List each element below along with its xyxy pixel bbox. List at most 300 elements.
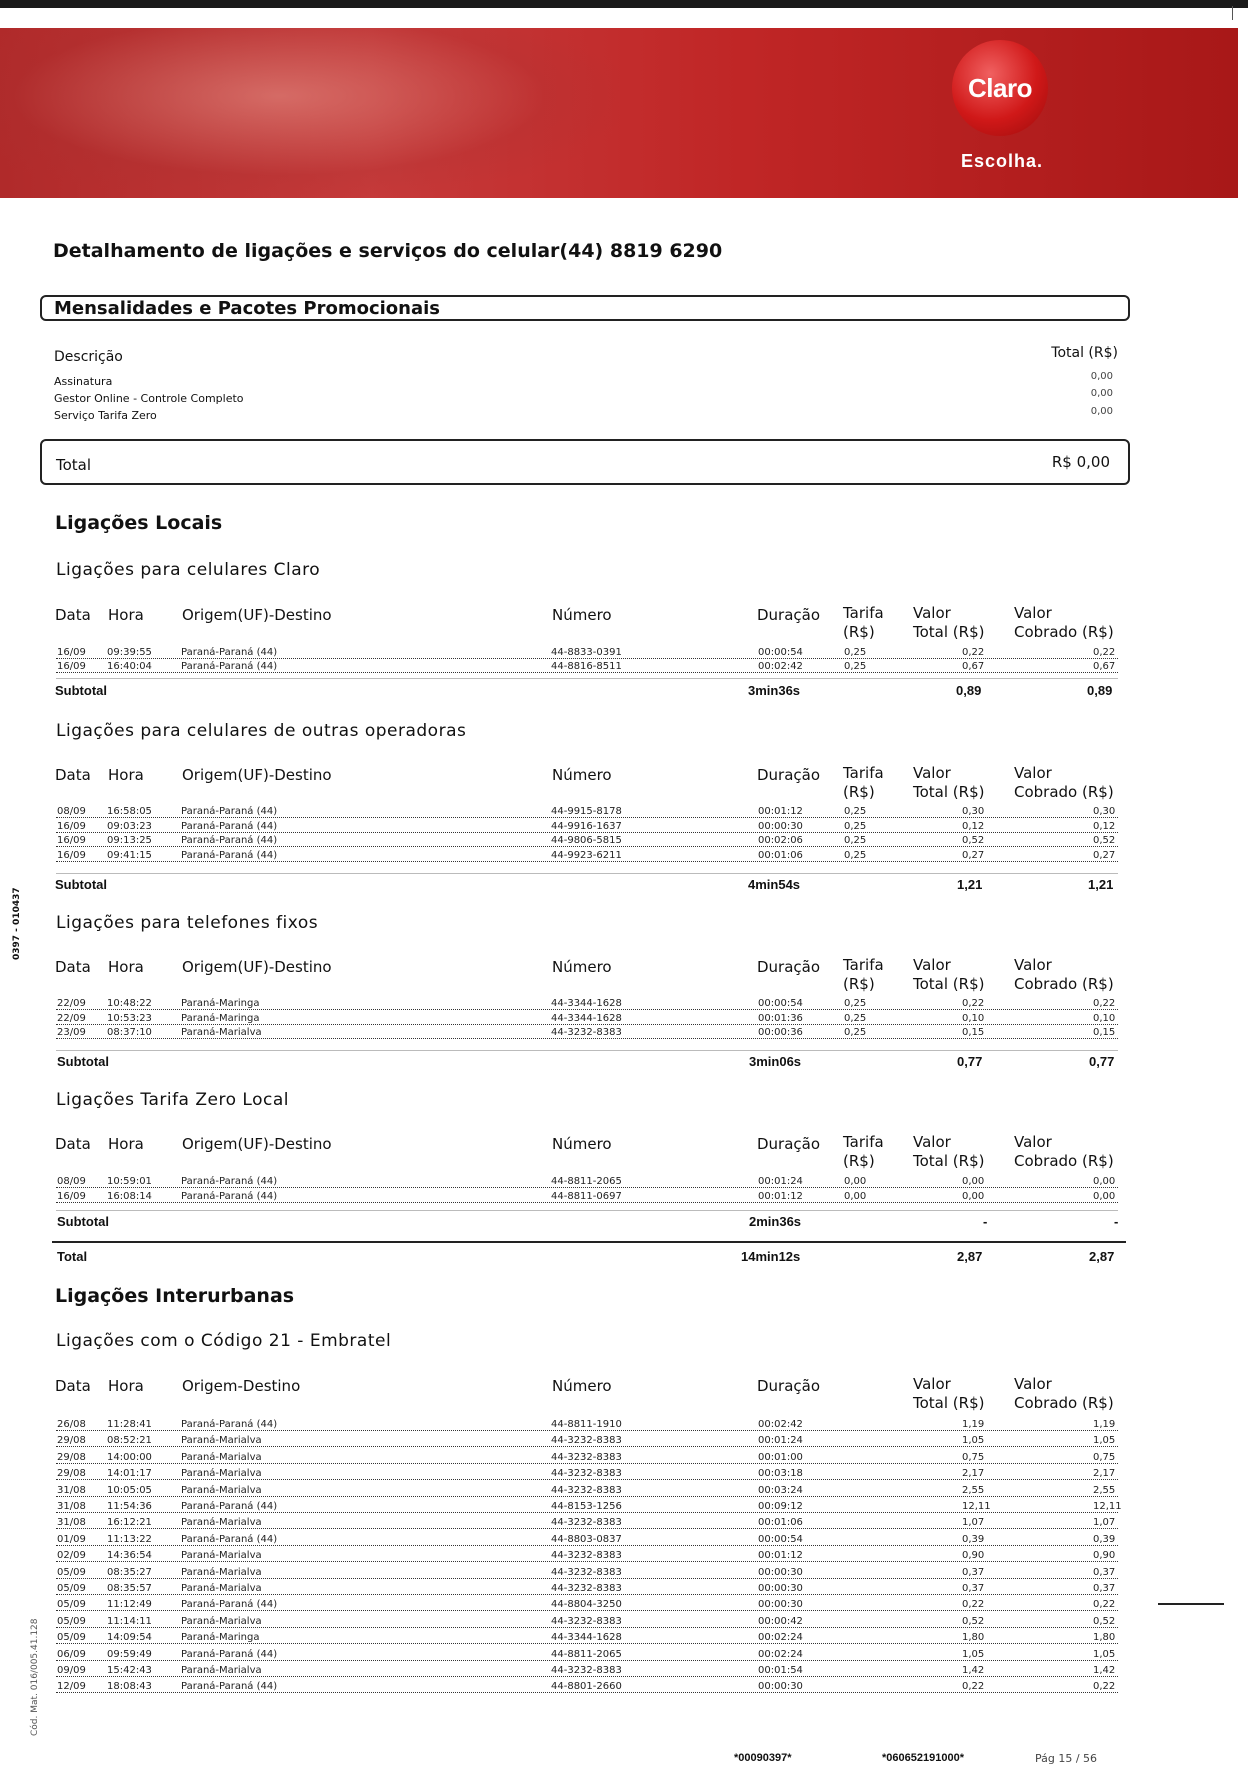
row-leader-dots	[56, 1024, 1118, 1025]
cell-data: 26/08	[57, 1419, 86, 1430]
cell-numero: 44-8833-0391	[551, 647, 622, 658]
cell-valor-total: 0,37	[962, 1583, 985, 1594]
cell-hora: 14:00:00	[107, 1451, 152, 1463]
cell-numero: 44-3232-8383	[551, 1615, 622, 1627]
table-row	[0, 806, 1248, 820]
cell-duracao: 00:00:30	[758, 820, 803, 832]
col-tarifa	[843, 956, 884, 994]
cell-hora: 11:54:36	[107, 1501, 152, 1512]
cell-origem: Paraná-Paraná (44)	[181, 849, 278, 861]
col-duracao: Duração	[757, 958, 821, 976]
cell-valor-cobrado: 0,27	[1093, 849, 1116, 861]
table-row	[0, 1583, 1248, 1597]
row-leader-dots	[56, 1610, 1118, 1611]
cell-numero: 44-8811-2065	[551, 1176, 622, 1187]
col-data: Data	[55, 958, 91, 976]
row-leader-dots	[56, 1692, 1118, 1693]
table-row	[0, 1649, 1248, 1663]
row-leader-dots	[56, 1038, 1118, 1039]
subtotal-divider	[56, 873, 1118, 874]
col-origem: Origem(UF)-Destino	[182, 958, 332, 976]
cell-valor-total: 0,15	[962, 1027, 985, 1038]
cell-valor-total: 0,30	[962, 806, 985, 817]
col-duracao: Duração	[757, 766, 821, 784]
col-tarifa	[843, 604, 884, 642]
top-edge-bar	[0, 0, 1248, 8]
table-row	[0, 1419, 1248, 1433]
cell-duracao: 00:01:24	[758, 1176, 803, 1187]
locais-total-label: Total	[57, 1249, 88, 1264]
cell-numero: 44-3232-8383	[551, 1435, 622, 1447]
cell-hora: 10:48:22	[107, 998, 152, 1009]
cell-valor-cobrado: 0,30	[1093, 806, 1116, 817]
cell-hora: 09:13:25	[107, 835, 152, 846]
brand-name: Claro	[968, 72, 1032, 103]
cell-data: 08/09	[57, 806, 86, 817]
cell-valor-cobrado: 1,05	[1093, 1435, 1116, 1447]
cell-data: 29/08	[57, 1451, 86, 1463]
cell-origem: Paraná-Paraná (44)	[181, 1533, 278, 1545]
page-title: Detalhamento de ligações e serviços do celular(44) 8819 6290	[53, 240, 723, 262]
cell-valor-cobrado: 0,22	[1093, 1681, 1116, 1693]
cell-data: 31/08	[57, 1517, 86, 1529]
subtotal-valor-total: 0,89	[956, 683, 982, 698]
cell-data: 23/09	[57, 1027, 86, 1038]
cell-data: 16/09	[57, 835, 86, 846]
cell-valor-total: 0,52	[962, 835, 985, 846]
col-valor-total	[913, 604, 984, 642]
col-valor-cobrado-line2: Cobrado (R$)	[1014, 1394, 1114, 1412]
cell-origem: Paraná-Marialva	[181, 1435, 262, 1447]
mensalidade-value: 0,00	[1090, 388, 1113, 399]
cell-numero: 44-3232-8383	[551, 1027, 622, 1038]
cell-origem: Paraná-Paraná (44)	[181, 647, 278, 658]
col-tarifa-line2: (R$)	[843, 975, 875, 993]
subtotal-label: Subtotal	[55, 877, 107, 892]
cell-valor-cobrado: 0,12	[1093, 820, 1116, 832]
cell-hora: 08:35:27	[107, 1566, 152, 1578]
cell-data: 05/09	[57, 1566, 86, 1578]
cell-numero: 44-9923-6211	[551, 849, 622, 861]
row-leader-dots	[56, 1545, 1118, 1546]
cell-numero: 44-8811-2065	[551, 1648, 622, 1660]
mensalidades-total-label: Total	[56, 456, 92, 474]
cell-valor-cobrado: 1,42	[1093, 1665, 1116, 1676]
table-row	[0, 1468, 1248, 1482]
col-valor-cobrado-line2: Cobrado (R$)	[1014, 975, 1114, 993]
subtotal-valor-cobrado: 0,77	[1089, 1054, 1115, 1069]
col-numero: Número	[552, 1377, 612, 1395]
cell-valor-cobrado: 2,55	[1093, 1484, 1116, 1496]
locais-total-valor-total: 2,87	[957, 1249, 983, 1264]
cell-origem: Paraná-Marialva	[181, 1517, 262, 1529]
col-valor-total-line1: Valor	[913, 1133, 951, 1151]
cell-valor-total: 0,27	[962, 849, 985, 861]
cell-valor-cobrado: 0,15	[1093, 1027, 1116, 1038]
cell-data: 06/09	[57, 1648, 86, 1660]
cell-data: 08/09	[57, 1176, 86, 1187]
cell-origem: Paraná-Paraná (44)	[181, 835, 278, 846]
cell-duracao: 00:03:18	[758, 1468, 803, 1480]
cell-data: 31/08	[57, 1501, 86, 1512]
cell-hora: 08:37:10	[107, 1027, 152, 1038]
cell-hora: 10:59:01	[107, 1176, 152, 1187]
cell-numero: 44-8811-0697	[551, 1190, 622, 1202]
cell-duracao: 00:00:36	[758, 1027, 803, 1038]
cell-duracao: 00:02:06	[758, 835, 803, 846]
side-code: 0397 - 010437	[12, 887, 22, 960]
col-numero: Número	[552, 958, 612, 976]
cell-data: 29/08	[57, 1468, 86, 1480]
table-row	[0, 1599, 1248, 1613]
cell-valor-cobrado: 12,11	[1093, 1501, 1122, 1512]
row-leader-dots	[56, 1660, 1118, 1661]
cell-tarifa: 0,25	[844, 820, 867, 832]
table-row	[0, 1550, 1248, 1564]
cell-duracao: 00:09:12	[758, 1501, 803, 1512]
table-row	[0, 1616, 1248, 1630]
subtotal-valor-cobrado: 1,21	[1088, 877, 1114, 892]
cell-numero: 44-3344-1628	[551, 1012, 622, 1024]
cell-valor-total: 12,11	[962, 1501, 991, 1512]
cell-numero: 44-3232-8383	[551, 1484, 622, 1496]
col-valor-total-line1: Valor	[913, 1375, 951, 1393]
cell-duracao: 00:02:42	[758, 1419, 803, 1430]
table-row	[0, 1452, 1248, 1466]
cell-valor-cobrado: 0,10	[1093, 1012, 1116, 1024]
cell-numero: 44-3344-1628	[551, 998, 622, 1009]
col-data: Data	[55, 766, 91, 784]
col-valor-total-line1: Valor	[913, 764, 951, 782]
col-origem: Origem(UF)-Destino	[182, 606, 332, 624]
cell-data: 09/09	[57, 1665, 86, 1676]
section-title: Ligações para celulares de outras operadoras	[56, 721, 467, 741]
subtotal-valor-total: -	[983, 1214, 988, 1229]
col-numero: Número	[552, 1135, 612, 1153]
row-leader-dots	[56, 1512, 1118, 1513]
cell-valor-cobrado: 1,19	[1093, 1419, 1116, 1430]
cell-hora: 09:59:49	[107, 1648, 152, 1660]
cell-duracao: 00:00:30	[758, 1566, 803, 1578]
cell-data: 02/09	[57, 1550, 86, 1562]
cell-valor-total: 0,22	[962, 1681, 985, 1693]
row-leader-dots	[56, 1578, 1118, 1579]
cell-origem: Paraná-Paraná (44)	[181, 1419, 278, 1430]
cell-hora: 11:28:41	[107, 1419, 152, 1430]
subtotal-divider	[56, 1210, 1118, 1211]
cell-valor-cobrado: 1,80	[1093, 1632, 1116, 1644]
cell-origem: Paraná-Marialva	[181, 1484, 262, 1496]
claro-logo	[952, 40, 1048, 136]
cell-duracao: 00:01:00	[758, 1451, 803, 1463]
cell-duracao: 00:02:24	[758, 1632, 803, 1644]
cell-valor-total: 0,22	[962, 1599, 985, 1611]
table-row	[0, 1013, 1248, 1027]
cell-hora: 14:09:54	[107, 1632, 152, 1644]
cell-hora: 10:53:23	[107, 1012, 152, 1024]
table-row	[0, 835, 1248, 849]
cell-tarifa: 0,25	[844, 998, 867, 1009]
cell-data: 05/09	[57, 1632, 86, 1644]
cell-hora: 15:42:43	[107, 1665, 152, 1676]
cell-data: 16/09	[57, 661, 86, 672]
col-valor-cobrado-line1: Valor	[1014, 764, 1052, 782]
col-data: Data	[55, 606, 91, 624]
cell-valor-total: 0,22	[962, 647, 985, 658]
cell-valor-total: 2,55	[962, 1484, 985, 1496]
col-valor-total-line2: Total (R$)	[913, 975, 985, 993]
table-row	[0, 1632, 1248, 1646]
subtotal-duration: 4min54s	[748, 877, 801, 892]
table-row	[0, 1681, 1248, 1695]
table-row	[0, 1176, 1248, 1190]
row-leader-dots	[56, 1009, 1118, 1010]
footer-code-2: *060652191000*	[882, 1752, 964, 1764]
col-valor-cobrado	[1014, 1133, 1114, 1171]
cell-hora: 08:35:57	[107, 1583, 152, 1594]
cell-valor-cobrado: 0,00	[1093, 1190, 1116, 1202]
cell-hora: 10:05:05	[107, 1484, 152, 1496]
section-title: Ligações para celulares Claro	[56, 560, 321, 580]
cell-hora: 11:14:11	[107, 1615, 152, 1627]
mensalidade-value: 0,00	[1090, 406, 1113, 417]
cell-duracao: 00:00:54	[758, 1533, 803, 1545]
mensalidades-total-value: R$ 0,00	[1051, 453, 1110, 471]
cell-numero: 44-3232-8383	[551, 1583, 622, 1594]
banner-photo	[0, 28, 620, 198]
table-row	[0, 1567, 1248, 1581]
col-valor-cobrado-line1: Valor	[1014, 1375, 1052, 1393]
cell-duracao: 00:00:54	[758, 998, 803, 1009]
cell-origem: Paraná-Marialva	[181, 1451, 262, 1463]
table-row	[0, 1485, 1248, 1499]
col-origem: Origem-Destino	[182, 1377, 301, 1395]
cell-origem: Paraná-Maringa	[181, 1012, 260, 1024]
cell-numero: 44-3232-8383	[551, 1550, 622, 1562]
cell-origem: Paraná-Marialva	[181, 1583, 262, 1594]
cell-data: 12/09	[57, 1681, 86, 1693]
table-row	[0, 1501, 1248, 1515]
table-row	[0, 661, 1248, 675]
col-valor-total-line2: Total (R$)	[913, 623, 985, 641]
col-valor-cobrado	[1014, 1375, 1114, 1413]
cell-hora: 09:39:55	[107, 647, 152, 658]
total-header: Total (R$)	[1051, 345, 1118, 361]
cell-valor-cobrado: 0,52	[1093, 835, 1116, 846]
descricao-header: Descrição	[54, 349, 123, 365]
cell-tarifa: 0,25	[844, 1012, 867, 1024]
cell-valor-cobrado: 0,37	[1093, 1566, 1116, 1578]
locais-total-duration: 14min12s	[741, 1249, 801, 1264]
cell-hora: 09:41:15	[107, 849, 152, 861]
col-duracao: Duração	[757, 1135, 821, 1153]
cell-hora: 14:36:54	[107, 1550, 152, 1562]
section-title: Ligações para telefones fixos	[56, 913, 319, 933]
cell-valor-total: 0,39	[962, 1533, 985, 1545]
subtotal-duration: 3min06s	[749, 1054, 802, 1069]
cell-valor-total: 0,22	[962, 998, 985, 1009]
cell-valor-cobrado: 0,52	[1093, 1615, 1116, 1627]
col-tarifa-line2: (R$)	[843, 783, 875, 801]
cell-valor-cobrado: 1,05	[1093, 1648, 1116, 1660]
cell-numero: 44-3232-8383	[551, 1566, 622, 1578]
cell-numero: 44-3232-8383	[551, 1468, 622, 1480]
interurbanas-heading: Ligações Interurbanas	[55, 1285, 295, 1307]
col-valor-total-line1: Valor	[913, 604, 951, 622]
cell-duracao: 00:02:42	[758, 661, 803, 672]
subtotal-duration: 3min36s	[748, 683, 801, 698]
cell-tarifa: 0,25	[844, 661, 867, 672]
cell-valor-total: 0,00	[962, 1176, 985, 1187]
cell-tarifa: 0,25	[844, 647, 867, 658]
cell-numero: 44-9915-8178	[551, 806, 622, 817]
mensalidade-label: Gestor Online - Controle Completo	[54, 392, 244, 405]
col-valor-total-line1: Valor	[913, 956, 951, 974]
cell-valor-total: 0,12	[962, 820, 985, 832]
cell-origem: Paraná-Marialva	[181, 1468, 262, 1480]
corner-tick	[1232, 6, 1233, 20]
cell-origem: Paraná-Paraná (44)	[181, 1190, 278, 1202]
cell-numero: 44-8153-1256	[551, 1501, 622, 1512]
cell-tarifa: 0,25	[844, 835, 867, 846]
cell-duracao: 00:00:54	[758, 647, 803, 658]
cell-origem: Paraná-Paraná (44)	[181, 1681, 278, 1693]
table-row	[0, 1534, 1248, 1548]
col-valor-total-line2: Total (R$)	[913, 783, 985, 801]
cell-valor-total: 1,07	[962, 1517, 985, 1529]
col-tarifa-line1: Tarifa	[843, 1133, 884, 1151]
cell-tarifa: 0,25	[844, 806, 867, 817]
col-valor-total	[913, 1133, 984, 1171]
col-hora: Hora	[108, 1377, 144, 1395]
locais-total-valor-cobrado: 2,87	[1089, 1249, 1115, 1264]
col-hora: Hora	[108, 958, 144, 976]
col-valor-cobrado	[1014, 604, 1114, 642]
col-valor-cobrado	[1014, 764, 1114, 802]
cell-duracao: 00:01:06	[758, 1517, 803, 1529]
cell-origem: Paraná-Paraná (44)	[181, 1648, 278, 1660]
cell-data: 29/08	[57, 1435, 86, 1447]
cell-numero: 44-3232-8383	[551, 1517, 622, 1529]
cell-duracao: 00:02:24	[758, 1648, 803, 1660]
row-leader-dots	[56, 672, 1118, 673]
col-numero: Número	[552, 766, 612, 784]
cell-numero: 44-8816-8511	[551, 661, 622, 672]
row-leader-dots	[56, 658, 1118, 659]
cell-valor-cobrado: 0,39	[1093, 1533, 1116, 1545]
header-banner	[0, 28, 1238, 198]
col-valor-total-line2: Total (R$)	[913, 1152, 985, 1170]
cell-hora: 11:12:49	[107, 1599, 152, 1611]
subtotal-divider	[56, 678, 1118, 679]
col-tarifa	[843, 764, 884, 802]
cell-duracao: 00:01:36	[758, 1012, 803, 1024]
subtotal-duration: 2min36s	[749, 1214, 802, 1229]
row-leader-dots	[56, 1676, 1118, 1677]
cell-data: 16/09	[57, 647, 86, 658]
slogan: Escolha.	[961, 151, 1044, 171]
row-leader-dots	[56, 1463, 1118, 1464]
cell-data: 22/09	[57, 998, 86, 1009]
cell-numero: 44-3232-8383	[551, 1451, 622, 1463]
mensalidade-label: Assinatura	[54, 375, 113, 388]
subtotal-valor-total: 1,21	[957, 877, 983, 892]
cell-valor-cobrado: 0,22	[1093, 998, 1116, 1009]
table-row	[0, 647, 1248, 661]
cell-valor-cobrado: 0,22	[1093, 647, 1116, 658]
cell-origem: Paraná-Marialva	[181, 1665, 262, 1676]
col-valor-cobrado-line2: Cobrado (R$)	[1014, 623, 1114, 641]
col-tarifa-line1: Tarifa	[843, 604, 884, 622]
cell-hora: 09:03:23	[107, 820, 152, 832]
cell-valor-cobrado: 0,67	[1093, 661, 1116, 672]
cell-hora: 14:01:17	[107, 1468, 152, 1480]
mensalidades-heading-box	[40, 295, 1130, 321]
cell-numero: 44-8803-0837	[551, 1533, 622, 1545]
table-row	[0, 1435, 1248, 1449]
cell-numero: 44-3232-8383	[551, 1665, 622, 1676]
cell-numero: 44-8811-1910	[551, 1419, 622, 1430]
col-valor-cobrado-line1: Valor	[1014, 956, 1052, 974]
row-leader-dots	[56, 846, 1118, 847]
col-origem: Origem(UF)-Destino	[182, 766, 332, 784]
cell-hora: 16:08:14	[107, 1190, 152, 1202]
table-row	[0, 1517, 1248, 1531]
cell-valor-total: 0,00	[962, 1190, 985, 1202]
col-valor-cobrado-line1: Valor	[1014, 1133, 1052, 1151]
cell-duracao: 00:01:12	[758, 1190, 803, 1202]
row-leader-dots	[56, 1479, 1118, 1480]
section-title: Ligações Tarifa Zero Local	[56, 1090, 289, 1110]
cell-data: 05/09	[57, 1599, 86, 1611]
table-row	[0, 850, 1248, 864]
cell-duracao: 00:00:30	[758, 1583, 803, 1594]
cell-valor-total: 0,10	[962, 1012, 985, 1024]
cell-origem: Paraná-Maringa	[181, 1632, 260, 1644]
page-number: Pág 15 / 56	[1035, 1752, 1098, 1765]
col-valor-total	[913, 956, 984, 994]
table-row	[0, 998, 1248, 1012]
cell-duracao: 00:01:54	[758, 1665, 803, 1676]
row-leader-dots	[56, 1594, 1118, 1595]
cell-duracao: 00:01:12	[758, 806, 803, 817]
row-leader-dots	[56, 861, 1118, 862]
cell-duracao: 00:00:42	[758, 1615, 803, 1627]
col-hora: Hora	[108, 1135, 144, 1153]
mensalidades-heading: Mensalidades e Pacotes Promocionais	[54, 298, 441, 319]
cell-origem: Paraná-Marialva	[181, 1027, 262, 1038]
col-tarifa-line2: (R$)	[843, 623, 875, 641]
cell-origem: Paraná-Paraná (44)	[181, 661, 278, 672]
cell-numero: 44-8804-3250	[551, 1599, 622, 1611]
col-data: Data	[55, 1135, 91, 1153]
cell-valor-total: 1,80	[962, 1632, 985, 1644]
mensalidades-total-box	[40, 439, 1130, 485]
subtotal-label: Subtotal	[55, 683, 107, 698]
cell-tarifa: 0,00	[844, 1190, 867, 1202]
section-title: Ligações com o Código 21 - Embratel	[56, 1331, 392, 1351]
cell-tarifa: 0,25	[844, 1027, 867, 1038]
col-duracao: Duração	[757, 606, 821, 624]
cell-valor-total: 1,42	[962, 1665, 985, 1676]
cell-origem: Paraná-Marialva	[181, 1615, 262, 1627]
table-row	[0, 1665, 1248, 1679]
table-row	[0, 1191, 1248, 1205]
cell-valor-total: 1,05	[962, 1435, 985, 1447]
total-divider	[52, 1241, 1126, 1243]
col-valor-cobrado	[1014, 956, 1114, 994]
col-tarifa-line1: Tarifa	[843, 764, 884, 782]
